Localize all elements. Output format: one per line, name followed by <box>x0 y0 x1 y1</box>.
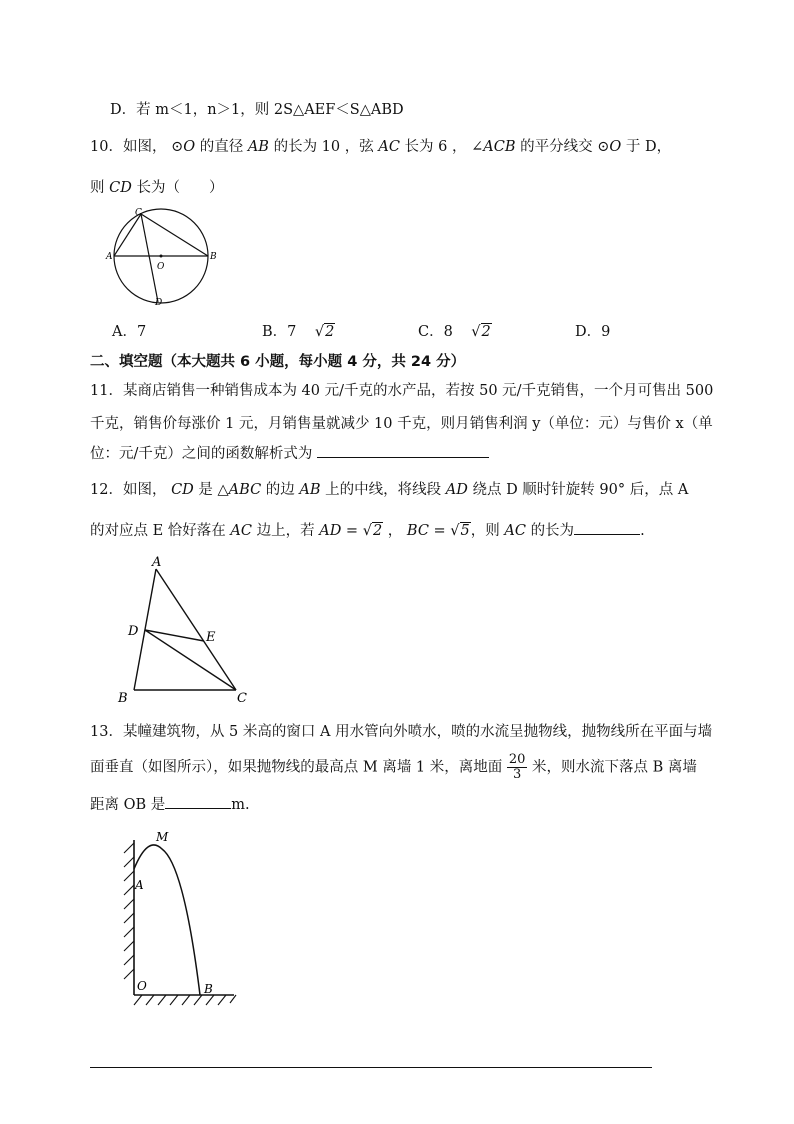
q12-label-c: C <box>237 691 247 705</box>
q10-option-c: C．8 √2 <box>418 324 491 340</box>
q9-option-d: D．若 m＜1，n＞1，则 2S△AEF＜S△ABD <box>110 102 404 118</box>
q10-option-b: B．7 √2 <box>262 324 335 340</box>
q13-label-o: O <box>137 979 147 993</box>
q10-line1: 10．如图， ⊙O 的直径 AB 的长为 10 ，弦 AC 长为 6 ， ∠ACB 的平分线交 ⊙O 于 D， <box>90 139 672 155</box>
q12-line1: 12．如图， CD 是 △ABC 的边 AB 上的中线，将线段 AD 绕点 D 顺时针旋转 90° 后，点 A <box>90 482 689 498</box>
q12-label-a: A <box>152 555 162 570</box>
q12-answer-blank[interactable] <box>574 520 640 535</box>
q11-line1: 11．某商店销售一种销售成本为 40 元/千克的水产品，若按 50 元/千克销售，一个月可售出 500 <box>90 383 714 399</box>
q11-line3: 位：元/千克）之间的函数解析式为 <box>90 442 489 463</box>
q10-label-a: A <box>106 252 113 262</box>
q13-line1: 13．某幢建筑物，从 5 米高的窗口 A 用水管向外喷水，喷的水流呈抛物线，抛物线所在平面与墙 <box>90 724 713 740</box>
q10-label-c: C <box>135 208 142 218</box>
q13-label-b: B <box>204 982 213 996</box>
fraction-20-3: $\frac{20}{3}$ <box>508 752 526 782</box>
q13-label-a: A <box>135 878 144 892</box>
q12-line2: 的对应点 E 恰好落在 AC 边上，若 AD = √2 ， BC = √5，则 AC 的长为 . <box>90 519 645 540</box>
q13-line3: 距离 OB 是 m. <box>90 793 250 814</box>
q13-line2: 面垂直（如图所示），如果抛物线的最高点 M 离墙 1 米，离地面 $\frac{20}{3}$ 米，则水流下落点 B 离墙 <box>90 752 697 782</box>
q10-label-d: D <box>155 298 163 307</box>
q10-circle-figure <box>104 207 224 307</box>
q11-answer-blank[interactable] <box>317 443 489 458</box>
page-footer-rule <box>90 1067 652 1068</box>
q10-line2: 则 CD 长为（ ） <box>90 180 224 196</box>
q10-label-o: O <box>157 262 165 272</box>
q13-parabola-figure <box>118 825 240 1015</box>
q12-label-d: D <box>128 624 139 639</box>
circle-o-symbol: ⊙O <box>171 139 196 155</box>
q12-label-e: E <box>206 630 216 645</box>
q13-label-m: M <box>156 830 169 844</box>
q10-option-a: A．7 <box>112 324 147 340</box>
section-title: 二、填空题（本大题共 6 小题，每小题 4 分，共 24 分） <box>90 354 466 370</box>
q11-line2: 千克，销售价每涨价 1 元，月销售量就减少 10 千克，则月销售利润 y（单位：元）与售价 x（单 <box>90 416 713 432</box>
q12-triangle-figure <box>110 553 255 705</box>
q13-answer-blank[interactable] <box>165 794 231 809</box>
q12-label-b: B <box>118 691 128 705</box>
q10-option-d: D．9 <box>575 324 611 340</box>
q10-label-b: B <box>210 252 217 262</box>
